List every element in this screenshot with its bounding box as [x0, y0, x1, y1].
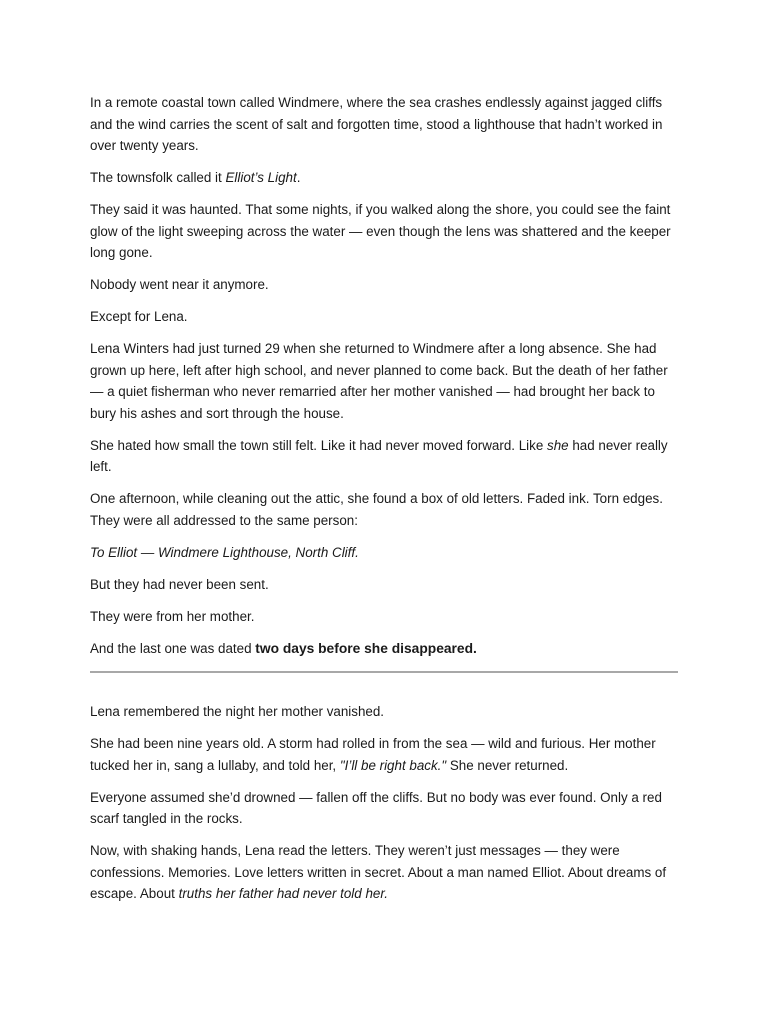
paragraph-text: They said it was haunted. That some nights, if you walked along the shore, you could see the faint glow of the light sweeping across the water — even though the lens was shattered and the keeper long gone.: [90, 202, 671, 260]
paragraph-text: Nobody went near it anymore.: [90, 277, 269, 292]
paragraph-nobody: [90, 274, 680, 296]
paragraph-windmere-intro: [90, 92, 680, 157]
paragraph-text: Except for Lena.: [90, 309, 188, 324]
paragraph-text: Now, with shaking hands, Lena read the letters. They weren’t just messages — they were confessions. Memories. Love letters written in secret. About a man named Elliot. About dreams of escape. About: [90, 843, 667, 901]
paragraph-from-mother: [90, 606, 680, 628]
section-divider: [90, 671, 678, 673]
paragraph-text: She never returned.: [446, 757, 569, 773]
paragraph-text: She hated how small the town still felt. Like it had never moved forward. Like: [90, 437, 548, 453]
paragraph-text: She had been nine years old. A storm had rolled in from the sea — wild and furious. Her mother tucked her in, sang a lullaby, and told her,: [90, 736, 656, 773]
document-body: [90, 92, 680, 915]
paragraph-drowned: [90, 787, 680, 830]
paragraph-text: But they had never been sent.: [90, 576, 269, 592]
paragraph-text: They were from her mother.: [90, 608, 255, 624]
italic-quote: "I’ll be right back.": [339, 757, 447, 773]
paragraph-last-letter: [90, 638, 680, 660]
paragraph-text: One afternoon, while cleaning out the attic, she found a box of old letters. Faded ink. Torn edges. They were all addressed to the same person:: [90, 491, 663, 528]
paragraph-haunted: [90, 199, 680, 264]
paragraph-text: Lena remembered the night her mother vanished.: [90, 704, 385, 719]
italic-address: To Elliot — Windmere Lighthouse, North Cliff.: [90, 544, 359, 560]
paragraph-night-vanished: [90, 701, 680, 723]
paragraph-text: had never really left.: [90, 437, 668, 474]
paragraph-never-sent: [90, 574, 680, 596]
paragraph-text: .: [296, 170, 301, 185]
italic-title: Elliot’s Light: [225, 170, 297, 185]
paragraph-confessions: [90, 840, 680, 905]
paragraph-text: Lena Winters had just turned 29 when she returned to Windmere after a long absence. She had grown up here, left after high school, and never planned to come back. But the death of her father — a quiet fisherman who never remarried after her mother vanished — had brought her back to bury his ashes and sort through the house.: [90, 341, 668, 421]
paragraph-lena-returns: [90, 338, 680, 424]
italic-emphasis: truths her father had never told her.: [178, 886, 389, 901]
paragraph-text: And the last one was dated: [90, 640, 256, 656]
paragraph-text: Everyone assumed she’d drowned — fallen off the cliffs. But no body was ever found. Only a red scarf tangled in the rocks.: [90, 789, 662, 826]
paragraph-letter-address: [90, 542, 680, 564]
paragraph-text: The townsfolk called it: [90, 170, 226, 185]
paragraph-storm: [90, 733, 680, 776]
paragraph-attic-letters: [90, 488, 680, 531]
paragraph-elliots-light: [90, 167, 680, 189]
bold-emphasis: two days before she disappeared.: [255, 640, 477, 656]
italic-emphasis: she: [547, 437, 569, 453]
paragraph-text: In a remote coastal town called Windmere, where the sea crashes endlessly against jagged cliffs and the wind carries the scent of salt and forgotten time, stood a lighthouse that hadn’t worked in over twenty years.: [90, 95, 663, 153]
paragraph-except-lena: [90, 306, 680, 328]
paragraph-small-town: [90, 435, 680, 478]
